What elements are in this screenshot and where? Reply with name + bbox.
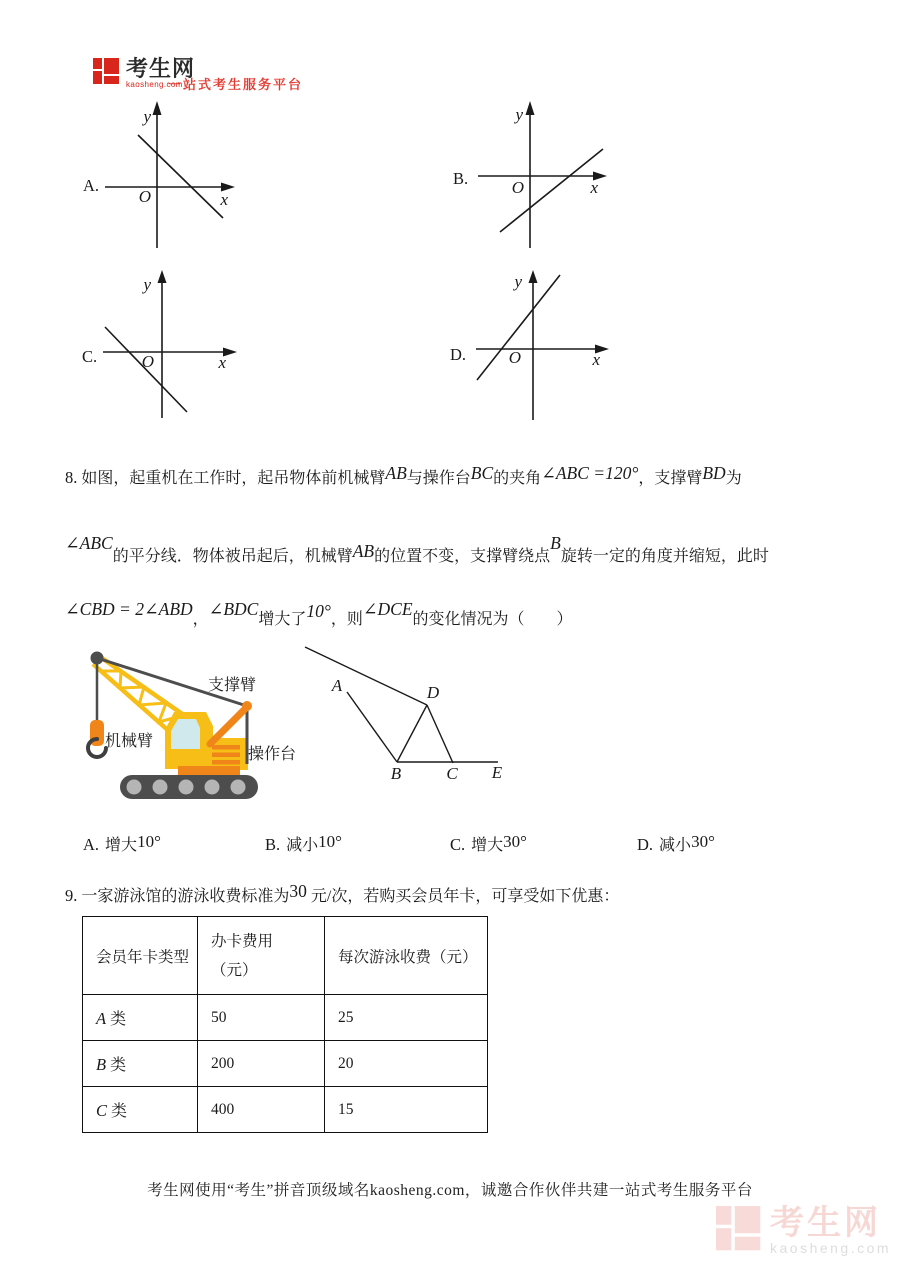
geometry-diagram [293,632,513,787]
option-b [265,832,342,855]
graph-option-b [448,98,698,250]
y-axis-arrow-icon [158,270,167,283]
mechanical-arm-label: 机械臂 [105,733,154,750]
row-fee: 400 [198,1087,325,1133]
option-text: 增大 [105,837,138,854]
body-stripe [212,745,240,750]
option-degree: 30° [503,832,527,851]
platform-label: 操作台 [248,746,297,763]
graph-option-d [448,268,698,423]
x-label: x [218,353,226,372]
option-c [450,832,527,855]
origin-label: O [511,178,524,197]
graph-a-label: A. [83,176,100,195]
option-key: C. [450,835,466,854]
row-per-swim: 15 [325,1087,488,1133]
y-axis-arrow-icon [526,101,535,115]
x-label: x [590,178,598,197]
y-label: y [514,272,522,291]
option-text: 减小 [286,837,319,854]
math-angle-BDC: ∠BDC [208,599,259,619]
q8-text: 的平分线．物体被吊起后，机械臂 [112,548,353,565]
q8-text: 的夹角 [493,470,542,487]
q8-text: 为 [725,470,742,487]
table-header-row [83,917,488,995]
q8-text: ，则 [330,611,363,628]
option-text: 减小 [659,837,692,854]
q8-text: 如图，起重机在工作时，起吊物体前机械臂 [81,470,386,487]
crane-illustration [70,642,330,802]
row-fee: 200 [198,1041,325,1087]
point-A-label: A [331,676,343,695]
math-BD: BD [702,463,726,483]
header-card-fee-line2: （元） [211,961,258,979]
x-label: x [220,190,228,209]
table-row [83,995,488,1041]
watermark-logo-icon [716,1206,762,1252]
wheel [127,780,142,795]
row-type-letter: C [96,1101,108,1120]
origin-label: O [141,352,154,371]
watermark-logo [716,1206,891,1256]
q8-line3 [65,598,573,631]
q8-text: 的位置不变，支撑臂绕点 [374,548,551,565]
row-fee: 50 [198,995,325,1041]
q8-text: 的变化情况为（ ） [412,611,573,628]
boom-lattice [101,671,184,722]
table-row [83,1087,488,1133]
q9-line [65,880,619,908]
wheel [205,780,220,795]
site-tagline: 一站式考生服务平台 [168,77,304,92]
q8-number: 8. [65,468,78,487]
watermark-domain: kaosheng.com [770,1240,892,1256]
q8-text: ， [192,611,209,628]
y-axis-arrow-icon [153,101,162,115]
option-key: A. [83,835,100,854]
option-key: D. [637,835,654,854]
q9-text: 元/次，若购买会员年卡，可享受如下优惠： [310,888,620,905]
wheel [153,780,168,795]
graph-option-c [78,268,328,420]
row-type-suffix: 类 [107,1103,128,1120]
math-angle-ABC: ∠ABC [65,533,113,553]
segment-DB [397,705,427,762]
q8-options [0,832,900,860]
watermark-title: 考生网 [770,1204,881,1242]
header-card-type: 会员年卡类型 [83,917,198,995]
pricing-table [82,916,488,1133]
q8-text: 旋转一定的角度并缩短，此时 [560,548,769,565]
math-AB: AB [352,541,375,561]
y-label: y [143,107,151,126]
math-30: 30 [289,881,307,901]
y-label: y [143,275,151,294]
point-E-label: E [491,763,503,782]
origin-label: O [508,348,521,367]
table-row [83,1041,488,1087]
q8-text: ，支撑臂 [638,470,703,487]
point-D-label: D [426,683,440,702]
option-d [637,832,715,855]
arm-joint [242,701,252,711]
row-per-swim: 25 [325,995,488,1041]
segment-DC [427,705,453,763]
row-type-suffix: 类 [106,1057,127,1074]
segment-long-D [305,647,427,705]
q8-line1 [65,462,742,490]
graph-b-label: B. [453,169,469,188]
option-a [83,832,161,855]
q8-text: 与操作台 [406,470,471,487]
support-arm-label: 支撑臂 [208,677,257,694]
body-stripe [212,760,240,765]
row-per-swim: 20 [325,1041,488,1087]
row-type-letter: A [96,1009,107,1028]
q9-number: 9. [65,886,78,905]
q8-text: 增大了 [258,611,307,628]
math-AB: AB [385,463,407,483]
q9-text: 一家游泳馆的游泳收费标准为 [81,888,290,905]
header-card-fee [198,917,325,995]
graph-c-label: C. [82,347,98,366]
math-10deg: 10° [306,601,331,621]
math-angle-DCE: ∠DCE [362,599,413,619]
kaosheng-logo-icon [93,58,120,85]
option-text: 增大 [471,837,504,854]
math-angle-ABC: ∠ABC =120° [541,463,639,483]
footer-text: 考生网使用“考生”拼音顶级域名kaosheng.com，诚邀合作伙伴共建一站式考生服务平台 [147,1182,753,1199]
wheel [231,780,246,795]
header-card-fee-line1: 办卡费用 [211,932,274,950]
origin-label: O [138,187,151,206]
site-title: 考生网 [126,56,196,81]
point-B-label: B [390,764,402,783]
y-label: y [515,105,523,124]
header-per-swim: 每次游泳收费（元） [325,917,488,995]
option-degree: 10° [318,832,342,851]
graph-d-label: D. [450,345,467,364]
segment-AB [347,692,397,762]
math-CBD-eq: ∠CBD = 2∠ABD [65,599,193,619]
body-stripe [212,753,240,758]
option-key: B. [265,835,281,854]
graph-option-a [78,98,328,250]
math-BC: BC [470,463,494,483]
boom-tip [91,652,104,665]
math-B: B [550,533,561,553]
q8-line2 [65,532,769,568]
site-domain: kaosheng.com [126,80,183,89]
row-type-letter: B [96,1055,107,1074]
option-degree: 10° [137,832,161,851]
wheel [179,780,194,795]
option-degree: 30° [691,832,715,851]
point-C-label: C [446,764,458,783]
x-label: x [592,350,600,369]
y-axis-arrow-icon [529,270,538,283]
row-type-suffix: 类 [106,1011,127,1028]
